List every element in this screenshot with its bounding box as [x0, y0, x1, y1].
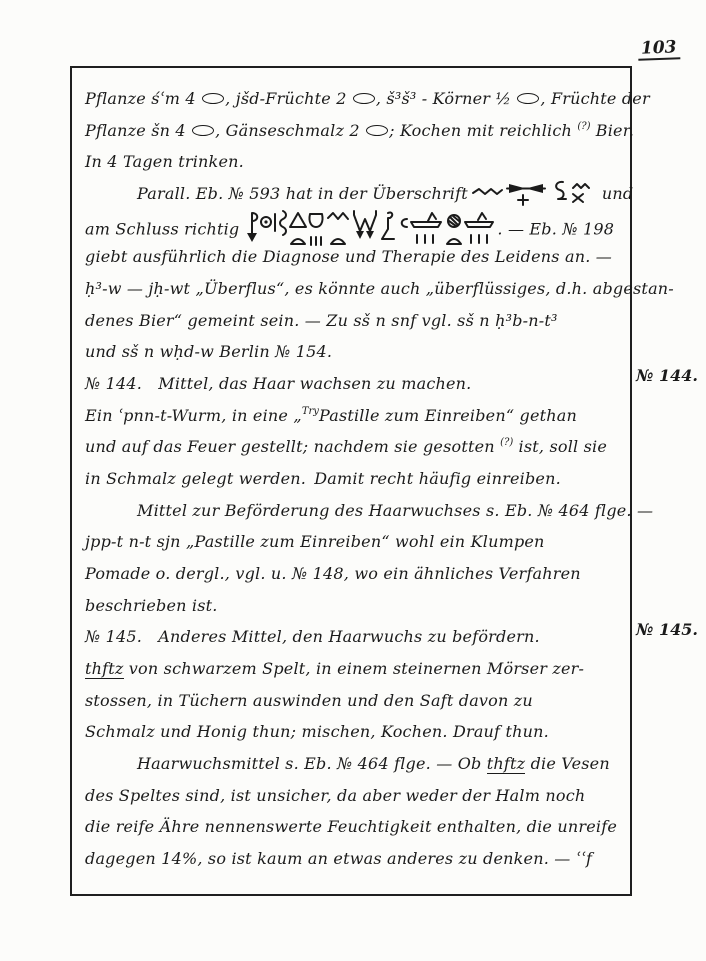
measure-oval-icon: [353, 93, 375, 104]
text-run: die reife Ähre nennenswerte Feuchtigkeit enthalten, die unreife: [85, 817, 617, 837]
measure-oval-icon: [202, 93, 224, 104]
text-run: stossen, in Tüchern auswinden und den Saft davon zu: [85, 690, 533, 710]
text-run: Pflanze śʿm 4: [85, 89, 202, 108]
text-run: , jšd-Früchte 2: [225, 89, 352, 108]
text-line: [85, 84, 650, 114]
underlined-term: thftz: [486, 753, 526, 773]
superscript-annotation: Try: [301, 405, 319, 417]
text-line: [85, 749, 610, 779]
text-run: beschrieben ist.: [85, 595, 218, 615]
text-line: [85, 527, 545, 557]
text-line: [85, 337, 332, 367]
text-line: [85, 496, 653, 526]
text-run: In 4 Tagen trinken.: [85, 152, 244, 172]
text-run: , Gänseschmalz 2: [215, 120, 366, 140]
text-run: № 145. Anderes Mittel, den Haarwuchs zu befördern.: [85, 627, 540, 647]
text-line: [85, 559, 581, 589]
text-run: № 144. Mittel, das Haar wachsen zu machen.: [85, 373, 472, 393]
text-line: [85, 147, 244, 177]
text-run: am Schluss richtig: [85, 219, 240, 239]
text-line: [85, 717, 549, 747]
page-number: 103: [638, 37, 680, 60]
text-line: [85, 781, 585, 811]
text-line: [85, 654, 584, 684]
text-run: ; Kochen mit reichlich: [389, 120, 578, 140]
text-run: und: [601, 183, 634, 203]
margin-note-145: № 145.: [636, 620, 698, 639]
text-run: Parall. Eb. № 593 hat in der Überschrift: [137, 183, 468, 203]
text-line: [85, 179, 633, 209]
text-run: jpp-t n-t sjn „Pastille zum Einreiben“ wohl ein Klumpen: [85, 532, 545, 552]
text-line: [85, 242, 612, 272]
text-run: die Vesen: [525, 753, 610, 773]
text-line: [85, 116, 634, 146]
text-run: giebt ausführlich die Diagnose und Therapie des Leidens an. —: [85, 247, 612, 267]
text-run: Bier.: [590, 120, 635, 140]
margin-note-144: № 144.: [636, 366, 698, 385]
text-run: und auf das Feuer gestellt; nachdem sie gesotten: [85, 437, 501, 457]
text-run: Pastille zum Einreiben“ gethan: [318, 405, 577, 425]
hieroglyph-group-icon: [471, 177, 599, 207]
measure-oval-icon: [366, 125, 388, 136]
text-run: Ein ʿpnn-t-Wurm, in eine „: [85, 405, 302, 425]
text-line: [85, 211, 614, 241]
text-line: [85, 844, 592, 874]
text-line: [85, 369, 471, 399]
text-line: [85, 432, 607, 462]
text-run: von schwarzem Spelt, in einem steinernen Mörser zer-: [123, 658, 585, 678]
superscript-annotation: (?): [577, 120, 591, 132]
text-line: [85, 274, 674, 304]
text-line: [85, 464, 561, 494]
text-line: [85, 401, 577, 431]
text-run: dagegen 14%, so ist kaum an etwas anderes zu denken. — ʿʿf: [85, 848, 593, 868]
text-run: des Speltes sind, ist unsicher, da aber weder der Halm noch: [85, 785, 586, 805]
measure-oval-icon: [517, 93, 539, 104]
text-line: [85, 812, 617, 842]
text-run: Haarwuchsmittel s. Eb. № 464 flge. — Ob: [137, 753, 487, 773]
text-line: [85, 591, 218, 621]
text-run: . — Eb. № 198: [497, 219, 615, 239]
text-run: , š³š³ - Körner ½: [375, 89, 517, 108]
text-run: ist, soll sie: [513, 437, 608, 457]
text-line: [85, 686, 533, 716]
text-line: [85, 306, 558, 336]
measure-oval-icon: [192, 125, 214, 136]
text-run: und sš n wḥd-w Berlin № 154.: [85, 342, 333, 362]
text-run: Pomade o. dergl., vgl. u. № 148, wo ein ähnliches Verfahren: [85, 563, 581, 583]
underlined-term: thftz: [85, 658, 124, 678]
text-run: , Früchte der: [540, 89, 650, 108]
hieroglyph-group-icon: [242, 209, 494, 247]
superscript-annotation: (?): [500, 437, 514, 449]
text-run: Mittel zur Beförderung des Haarwuchses s. Eb. № 464 flge. —: [137, 500, 654, 520]
text-run: ḥ³-w — jḥ-wt „Überflus“, es könnte auch „überflüssiges, d.h. abgestan-: [85, 278, 674, 298]
text-run: Schmalz und Honig thun; mischen, Kochen. Drauf thun.: [85, 722, 549, 742]
text-run: in Schmalz gelegt werden. Damit recht häufig einreiben.: [85, 468, 561, 488]
text-run: denes Bier“ gemeint sein. — Zu sš n snf vgl. sš n ḥ³b-n-t³: [85, 310, 558, 330]
text-run: Pflanze šn 4: [85, 120, 192, 140]
text-line: [85, 622, 540, 652]
